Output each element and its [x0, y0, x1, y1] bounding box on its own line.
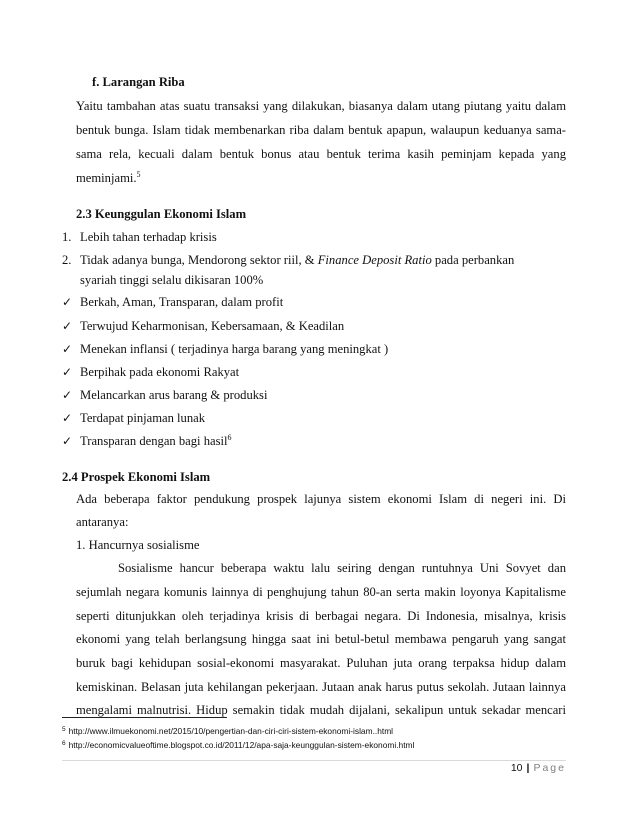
page-footer-rule [62, 760, 566, 761]
section-f-line-1: Yaitu tambahan atas suatu transaksi yang dilakukan, biasanya dalam utang piutang yaitu dalam [76, 99, 566, 113]
sub-heading-sosialisme: 1. Hancurnya sosialisme [76, 538, 200, 552]
numbered-item-2-tail: pada perbankan [431, 253, 515, 267]
page-number [511, 761, 566, 775]
section-f-last-text: meminjami. [76, 171, 137, 185]
page-number-value: 10 [510, 762, 523, 774]
section-f-line-2: bentuk bunga. Islam tidak membenarkan riba dalam bentuk apapun, walaupun keduanya sama- [76, 123, 566, 137]
footnote-6-number: 6 [62, 740, 66, 747]
check-item-3: Menekan inflansi ( terjadinya harga barang yang meningkat ) [80, 342, 389, 356]
footnote-5-link[interactable]: http://www.ilmuekonomi.net/2015/10/pengertian-dan-ciri-ciri-sistem-ekonomi-islam..html [68, 726, 394, 736]
page-number-word: Page [533, 762, 566, 774]
checkmark-icon: ✓ [62, 388, 73, 402]
paragraph-line-7: mengalami malnutrisi. Hidup semakin tidak mudah dijalani, sekalipun untuk sekadar mencari [76, 703, 566, 717]
check-item-2: Terwujud Keharmonisan, Kebersamaan, & Keadilan [80, 319, 345, 333]
check-item-1: Berkah, Aman, Transparan, dalam profit [80, 295, 284, 309]
checkmark-icon: ✓ [62, 411, 73, 425]
section-24-intro-line-1: Ada beberapa faktor pendukung prospek lajunya sistem ekonomi Islam di negeri ini. Di [76, 492, 566, 506]
section-f-heading: f. Larangan Riba [92, 75, 185, 89]
check-item-4: Berpihak pada ekonomi Rakyat [80, 365, 240, 379]
footnote-5 [62, 726, 393, 737]
footnote-6-link[interactable]: http://economicvalueoftime.blogspot.co.id/2011/12/apa-saja-keunggulan-sistem-ekonomi.html [68, 740, 415, 750]
checkmark-icon: ✓ [62, 365, 73, 379]
checkmark-icon: ✓ [62, 342, 73, 356]
paragraph-line-3: seperti ditunjukkan oleh terjadinya krisis di berbagai negara. Di Indonesia, misalnya, krisis [76, 609, 566, 623]
paragraph-line-4: ekonomi yang telah berlangsung hingga saat ini betul-betul membawa pengaruh yang sangat [76, 632, 566, 646]
check-item-5: Melancarkan arus barang & produksi [80, 388, 268, 402]
section-23-heading: 2.3 Keunggulan Ekonomi Islam [76, 207, 247, 221]
numbered-marker-1: 1. [62, 230, 72, 244]
paragraph-line-1: Sosialisme hancur beberapa waktu lalu seiring dengan runtuhnya Uni Sovyet dan [118, 561, 566, 575]
numbered-item-2-italic: Finance Deposit Ratio [317, 253, 432, 267]
page-number-separator: | [526, 762, 530, 774]
paragraph-line-6: kemiskinan. Belasan juta kehilangan pekerjaan. Jutaan anak harus putus sekolah. Jutaan lainnya [76, 680, 566, 694]
checkmark-icon: ✓ [62, 434, 73, 448]
footnote-5-number: 5 [62, 726, 66, 733]
section-24-intro-line-2: antaranya: [76, 515, 129, 529]
section-f-line-4 [76, 170, 141, 186]
footnote-ref-6[interactable]: 6 [227, 433, 232, 442]
footnote-separator [62, 717, 227, 718]
check-item-6: Terdapat pinjaman lunak [80, 411, 206, 425]
numbered-item-2-text: Tidak adanya bunga, Mendorong sektor riil, & [80, 253, 318, 267]
footnote-6 [62, 740, 414, 751]
check-item-7-text: Transparan dengan bagi hasil [80, 434, 228, 448]
paragraph-line-2: sejumlah negara komunis lainnya di penghujung tahun 80-an serta makin loyonya Kapitalisme [76, 585, 566, 599]
numbered-item-2 [80, 252, 514, 268]
section-f-line-3: sama rela, kecuali dalam bentuk bonus atau bentuk terima kasih peminjam kepada yang [76, 147, 566, 161]
check-item-7 [80, 433, 231, 449]
checkmark-icon: ✓ [62, 295, 73, 309]
numbered-item-2-continuation: syariah tinggi selalu dikisaran 100% [80, 273, 264, 287]
numbered-marker-2: 2. [62, 253, 72, 267]
numbered-item-1: Lebih tahan terhadap krisis [80, 230, 217, 244]
checkmark-icon: ✓ [62, 319, 73, 333]
footnote-ref-5[interactable]: 5 [136, 170, 141, 179]
section-24-heading: 2.4 Prospek Ekonomi Islam [62, 470, 211, 484]
paragraph-line-5: buruk bagi kehidupan sosial-ekonomi masyarakat. Puluhan juta orang terpaksa hidup dalam [76, 656, 566, 670]
